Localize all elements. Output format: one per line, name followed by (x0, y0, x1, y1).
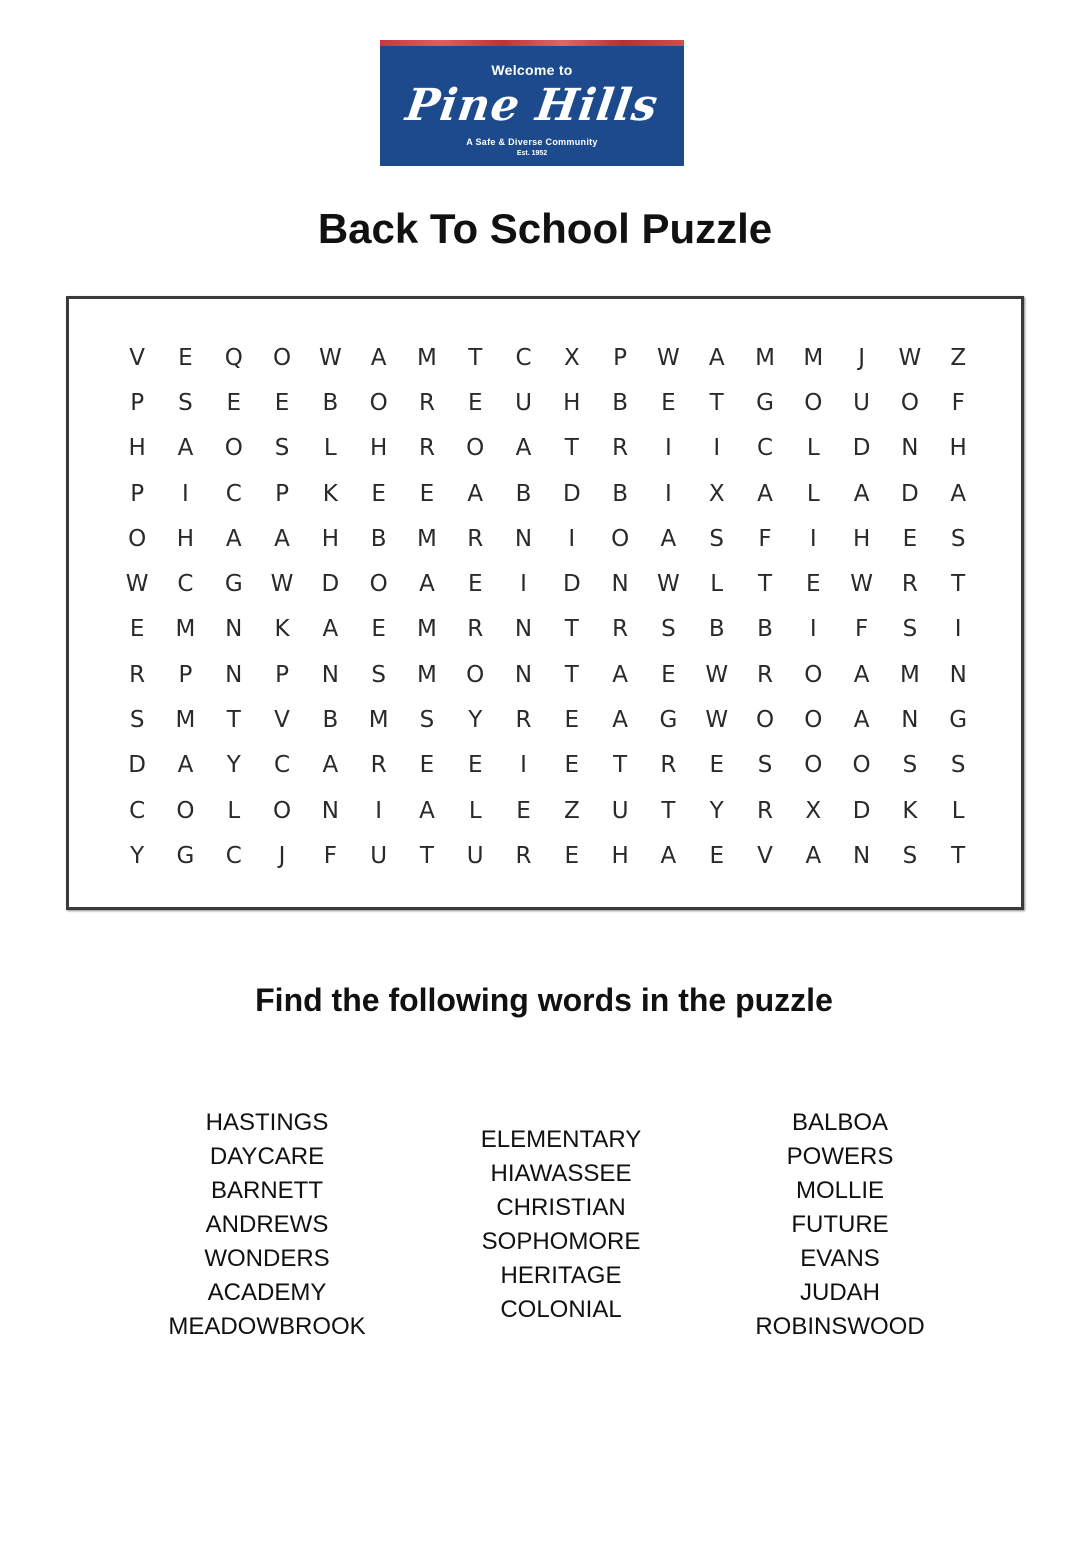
puzzle-cell[interactable]: S (178, 389, 193, 416)
word-list-item: ELEMENTARY (480, 1126, 642, 1153)
puzzle-cell[interactable]: T (419, 842, 434, 869)
puzzle-cell[interactable]: E (564, 842, 580, 869)
puzzle-cell[interactable]: I (809, 616, 817, 643)
puzzle-cell[interactable]: O (466, 435, 485, 462)
word-list-item: FUTURE (791, 1211, 889, 1238)
puzzle-cell[interactable]: S (950, 525, 966, 552)
puzzle-cell[interactable]: A (853, 707, 870, 734)
puzzle-cell[interactable]: B (515, 480, 532, 507)
puzzle-cell[interactable]: G (756, 389, 774, 416)
puzzle-cell[interactable]: N (901, 707, 919, 734)
puzzle-cell[interactable]: J (278, 842, 286, 869)
logo-stripe (380, 40, 684, 46)
puzzle-cell[interactable]: N (514, 616, 533, 643)
puzzle-cell[interactable]: W (850, 571, 873, 598)
puzzle-cell[interactable]: N (225, 616, 243, 643)
word-list-column-3 (690, 1106, 990, 1344)
puzzle-cell[interactable]: H (321, 525, 339, 552)
word-list-item: COLONIAL (500, 1296, 622, 1323)
puzzle-cell[interactable]: H (852, 525, 871, 552)
puzzle-cell[interactable]: M (175, 707, 196, 734)
puzzle-cell[interactable]: N (321, 661, 339, 688)
puzzle-cell[interactable]: Z (950, 344, 967, 371)
puzzle-cell[interactable]: T (564, 661, 579, 688)
puzzle-cell[interactable]: I (713, 435, 721, 462)
word-list-item: CHRISTIAN (496, 1194, 626, 1221)
puzzle-cell[interactable]: P (130, 480, 145, 507)
puzzle-cell[interactable]: B (612, 389, 628, 416)
puzzle-cell[interactable]: L (806, 480, 820, 507)
word-list-item: HERITAGE (500, 1262, 622, 1289)
logo-name: Pine Hills (402, 80, 662, 131)
puzzle-cell[interactable]: N (901, 435, 919, 462)
puzzle-cell[interactable]: W (318, 344, 342, 371)
puzzle-cell[interactable]: W (705, 707, 729, 734)
puzzle-cell[interactable]: C (177, 571, 194, 598)
puzzle-cell[interactable]: M (417, 344, 437, 371)
puzzle-cell[interactable]: E (129, 616, 145, 643)
puzzle-cell[interactable]: E (709, 752, 724, 779)
word-list-item: EVANS (800, 1245, 880, 1272)
puzzle-cell[interactable]: E (419, 752, 435, 779)
puzzle-cell[interactable]: D (321, 571, 340, 598)
puzzle-cell[interactable]: A (853, 480, 870, 507)
puzzle-cell[interactable]: E (661, 389, 676, 416)
puzzle-cell[interactable]: L (323, 435, 337, 462)
puzzle-cell[interactable]: Z (563, 797, 580, 824)
puzzle-cell[interactable]: W (125, 571, 149, 598)
puzzle-cell[interactable]: M (175, 616, 196, 643)
puzzle-cell[interactable]: C (274, 752, 291, 779)
puzzle-cell[interactable]: A (419, 571, 435, 598)
puzzle-cell[interactable]: W (657, 344, 680, 371)
word-list-item: ACADEMY (207, 1279, 327, 1306)
puzzle-cell[interactable]: V (129, 344, 146, 371)
puzzle-cell[interactable]: T (226, 707, 241, 734)
puzzle-cell[interactable]: W (657, 571, 680, 598)
puzzle-cell[interactable]: O (369, 571, 388, 598)
puzzle-cell[interactable]: S (902, 842, 918, 869)
puzzle-cell[interactable]: O (466, 661, 485, 688)
puzzle-cell[interactable]: O (804, 707, 823, 734)
puzzle-cell[interactable]: A (274, 525, 290, 552)
puzzle-cell[interactable]: H (369, 435, 388, 462)
puzzle-cell[interactable]: S (950, 752, 966, 779)
puzzle-cell[interactable]: E (419, 480, 435, 507)
puzzle-cell[interactable]: E (371, 616, 386, 643)
puzzle-cell[interactable]: I (665, 480, 672, 507)
puzzle-cell[interactable]: S (757, 752, 773, 779)
puzzle-cell[interactable]: W (898, 344, 922, 371)
puzzle-cell[interactable]: I (809, 525, 817, 552)
puzzle-cell[interactable]: B (322, 389, 339, 416)
puzzle-cell[interactable]: I (375, 797, 383, 824)
puzzle-cell[interactable]: L (951, 797, 965, 824)
puzzle-cell[interactable]: T (951, 571, 966, 598)
puzzle-cell[interactable]: F (854, 616, 869, 643)
word-list-item: DAYCARE (209, 1143, 325, 1170)
puzzle-cell[interactable]: O (804, 389, 823, 416)
puzzle-cell[interactable]: D (128, 752, 146, 779)
puzzle-cell[interactable]: A (225, 525, 242, 552)
puzzle-cell[interactable]: A (612, 661, 628, 688)
puzzle-cell[interactable]: R (515, 842, 532, 869)
puzzle-cell[interactable]: C (515, 344, 532, 371)
puzzle-cell[interactable]: W (705, 661, 729, 688)
puzzle-cell[interactable]: R (129, 661, 146, 688)
puzzle-cell[interactable]: D (852, 435, 871, 462)
puzzle-cell[interactable]: C (225, 480, 242, 507)
word-list-column-2 (411, 1123, 711, 1327)
puzzle-cell[interactable]: X (708, 480, 725, 507)
puzzle-cell[interactable]: T (951, 842, 966, 869)
word-list-item: HIAWASSEE (490, 1160, 632, 1187)
puzzle-cell[interactable]: O (804, 752, 823, 779)
puzzle-cell[interactable]: F (758, 525, 772, 552)
puzzle-cell[interactable]: P (130, 389, 145, 416)
puzzle-cell[interactable]: O (369, 389, 388, 416)
puzzle-cell[interactable]: M (417, 616, 437, 643)
puzzle-cell[interactable]: U (611, 797, 629, 824)
puzzle-cell[interactable]: O (852, 752, 871, 779)
puzzle-cell[interactable]: I (520, 571, 527, 598)
puzzle-cell[interactable]: E (709, 842, 724, 869)
puzzle-cell[interactable]: P (275, 480, 289, 507)
puzzle-cell[interactable]: R (612, 435, 629, 462)
puzzle-cell[interactable]: A (370, 344, 387, 371)
puzzle-cell[interactable]: N (852, 842, 871, 869)
puzzle-cell[interactable]: E (274, 389, 290, 416)
puzzle-cell[interactable]: I (954, 616, 962, 643)
puzzle-cell[interactable]: M (803, 344, 824, 371)
puzzle-cell[interactable]: V (757, 842, 773, 869)
puzzle-cell[interactable]: E (564, 707, 580, 734)
puzzle-cell[interactable]: M (899, 661, 920, 688)
puzzle-cell[interactable]: R (901, 571, 918, 598)
puzzle-cell[interactable]: O (272, 344, 292, 371)
puzzle-cell[interactable]: P (178, 661, 193, 688)
puzzle-cell[interactable]: E (371, 480, 386, 507)
word-list-item: MEADOWBROOK (168, 1313, 366, 1340)
puzzle-cell[interactable]: E (564, 752, 580, 779)
puzzle-cell[interactable]: A (708, 344, 725, 371)
puzzle-cell[interactable]: A (419, 797, 435, 824)
puzzle-cell[interactable]: N (321, 797, 339, 824)
puzzle-cell[interactable]: E (467, 752, 483, 779)
logo-welcome-text: Welcome to (491, 62, 573, 78)
puzzle-cell[interactable]: G (176, 842, 195, 869)
puzzle-cell[interactable]: K (902, 797, 918, 824)
puzzle-cell[interactable]: T (709, 389, 724, 416)
puzzle-cell[interactable]: T (564, 616, 579, 643)
puzzle-cell[interactable]: A (950, 480, 967, 507)
puzzle-cell[interactable]: X (805, 797, 822, 824)
puzzle-cell[interactable]: A (322, 752, 339, 779)
puzzle-cell[interactable]: R (370, 752, 387, 779)
puzzle-cell[interactable]: R (418, 389, 435, 416)
word-list-item: ROBINSWOOD (755, 1313, 925, 1340)
puzzle-cell[interactable]: N (225, 661, 243, 688)
puzzle-cell[interactable]: P (275, 661, 289, 688)
puzzle-cell[interactable]: C (129, 797, 146, 824)
puzzle-cell[interactable]: U (466, 842, 484, 869)
puzzle-cell[interactable]: A (612, 707, 628, 734)
puzzle-cell[interactable]: Q (224, 344, 243, 371)
puzzle-cell[interactable]: A (660, 842, 677, 869)
puzzle-cell[interactable]: T (468, 344, 483, 371)
puzzle-cell[interactable]: Y (130, 842, 145, 869)
puzzle-cell[interactable]: A (757, 480, 773, 507)
word-list-item: POWERS (786, 1143, 894, 1170)
puzzle-cell[interactable]: R (467, 525, 484, 552)
puzzle-cell[interactable]: S (419, 707, 435, 734)
puzzle-cell[interactable]: U (515, 389, 532, 416)
puzzle-cell[interactable]: M (417, 525, 437, 552)
puzzle-cell[interactable]: L (710, 571, 724, 598)
puzzle-cell[interactable]: A (322, 616, 339, 643)
puzzle-cell[interactable]: T (757, 571, 773, 598)
puzzle-cell[interactable]: O (900, 389, 919, 416)
puzzle-cell[interactable]: A (177, 435, 194, 462)
puzzle-cell[interactable]: U (370, 842, 388, 869)
puzzle-cell[interactable]: E (467, 571, 483, 598)
puzzle-cell[interactable]: A (515, 435, 532, 462)
puzzle-cell[interactable]: K (322, 480, 338, 507)
puzzle-cell[interactable]: R (612, 616, 629, 643)
word-list-item: BALBOA (791, 1109, 889, 1136)
puzzle-cell[interactable]: E (467, 389, 483, 416)
word-list-item: HASTINGS (205, 1109, 329, 1136)
word-list-item: BARNETT (210, 1177, 323, 1204)
puzzle-cell[interactable]: S (902, 752, 918, 779)
puzzle-cell[interactable]: W (270, 571, 294, 598)
puzzle-cell[interactable]: R (418, 435, 435, 462)
puzzle-cell[interactable]: L (806, 435, 820, 462)
puzzle-cell[interactable]: S (661, 616, 676, 643)
puzzle-cell[interactable]: D (901, 480, 919, 507)
puzzle-cell[interactable]: K (274, 616, 290, 643)
puzzle-cell[interactable]: B (757, 616, 773, 643)
puzzle-cell[interactable]: F (323, 842, 337, 869)
puzzle-cell[interactable]: A (853, 661, 870, 688)
puzzle-cell[interactable]: N (611, 571, 629, 598)
puzzle-cell[interactable]: R (660, 752, 677, 779)
puzzle-cell[interactable]: F (951, 389, 965, 416)
pine-hills-logo (380, 40, 684, 166)
puzzle-cell[interactable]: O (272, 797, 292, 824)
puzzle-cell[interactable]: H (949, 435, 967, 462)
puzzle-cell[interactable]: B (612, 480, 628, 507)
puzzle-cell[interactable]: O (128, 525, 147, 552)
puzzle-cell[interactable]: L (468, 797, 482, 824)
puzzle-cell[interactable]: N (514, 525, 533, 552)
word-list-item: SOPHOMORE (481, 1228, 641, 1255)
puzzle-cell[interactable]: S (274, 435, 290, 462)
puzzle-cell[interactable]: S (902, 616, 918, 643)
puzzle-cell[interactable]: O (755, 707, 775, 734)
puzzle-cell[interactable]: R (515, 707, 532, 734)
puzzle-cell[interactable]: S (371, 661, 386, 688)
word-list-item: MOLLIE (795, 1177, 885, 1204)
puzzle-cell[interactable]: P (613, 344, 628, 371)
puzzle-cell[interactable]: M (368, 707, 389, 734)
word-list-item: ANDREWS (205, 1211, 329, 1238)
puzzle-cell[interactable]: S (709, 525, 725, 552)
puzzle-cell[interactable]: R (757, 797, 773, 824)
puzzle-cell[interactable]: T (613, 752, 628, 779)
puzzle-cell[interactable]: J (858, 344, 865, 371)
puzzle-cell[interactable]: E (661, 661, 676, 688)
puzzle-cell[interactable]: B (708, 616, 725, 643)
puzzle-cell[interactable]: E (516, 797, 531, 824)
puzzle-cell[interactable]: H (611, 842, 629, 869)
puzzle-cell[interactable]: O (611, 525, 630, 552)
puzzle-cell[interactable]: R (467, 616, 484, 643)
puzzle-cell[interactable]: E (806, 571, 821, 598)
puzzle-cell[interactable]: A (805, 842, 822, 869)
puzzle-cell[interactable]: D (562, 480, 581, 507)
puzzle-cell[interactable]: M (417, 661, 437, 688)
puzzle-cell[interactable]: U (853, 389, 871, 416)
puzzle-cell[interactable]: O (224, 435, 243, 462)
puzzle-cell[interactable]: D (562, 571, 581, 598)
puzzle-cell[interactable]: H (128, 435, 146, 462)
puzzle-cell[interactable]: T (661, 797, 676, 824)
puzzle-cell[interactable]: C (225, 842, 242, 869)
page-title: Back To School Puzzle (317, 205, 773, 252)
puzzle-cell[interactable]: Y (709, 797, 724, 824)
puzzle-cell[interactable]: Y (468, 707, 483, 734)
puzzle-cell[interactable]: B (322, 707, 339, 734)
puzzle-cell[interactable]: O (176, 797, 195, 824)
puzzle-cell[interactable]: V (274, 707, 290, 734)
puzzle-cell[interactable]: N (514, 661, 533, 688)
word-list-column-1 (117, 1106, 417, 1344)
word-list-item: WONDERS (204, 1245, 330, 1272)
puzzle-cell[interactable]: M (755, 344, 775, 371)
logo-tagline: A Safe & Diverse Community (466, 137, 598, 147)
puzzle-cell[interactable]: T (564, 435, 579, 462)
puzzle-cell[interactable]: E (902, 525, 918, 552)
puzzle-cell[interactable]: E (226, 389, 242, 416)
puzzle-cell[interactable]: I (665, 435, 672, 462)
puzzle-cell[interactable]: A (177, 752, 194, 779)
puzzle-cell[interactable]: H (176, 525, 195, 552)
puzzle-cell[interactable]: L (227, 797, 241, 824)
puzzle-cell[interactable]: G (949, 707, 968, 734)
puzzle-cell[interactable]: A (467, 480, 484, 507)
puzzle-cell[interactable]: N (949, 661, 967, 688)
puzzle-cell[interactable]: B (370, 525, 387, 552)
puzzle-cell[interactable]: C (756, 435, 774, 462)
puzzle-cell[interactable]: O (804, 661, 823, 688)
puzzle-cell[interactable]: D (852, 797, 871, 824)
puzzle-cell[interactable]: I (182, 480, 189, 507)
puzzle-cell[interactable]: I (568, 525, 576, 552)
puzzle-cell[interactable]: X (563, 344, 580, 371)
puzzle-cell[interactable]: Y (226, 752, 241, 779)
instructions-heading: Find the following words in the puzzle (255, 982, 833, 1018)
puzzle-cell[interactable]: R (757, 661, 773, 688)
puzzle-cell[interactable]: E (178, 344, 193, 371)
puzzle-cell[interactable]: I (520, 752, 527, 779)
puzzle-cell[interactable]: H (563, 389, 581, 416)
puzzle-cell[interactable]: S (129, 707, 145, 734)
word-list-item: JUDAH (799, 1279, 880, 1306)
puzzle-cell[interactable]: A (660, 525, 677, 552)
puzzle-cell[interactable]: G (224, 571, 243, 598)
word-search-grid[interactable] (113, 335, 981, 879)
logo-established: Est. 1952 (516, 150, 548, 157)
puzzle-cell[interactable]: G (659, 707, 678, 734)
